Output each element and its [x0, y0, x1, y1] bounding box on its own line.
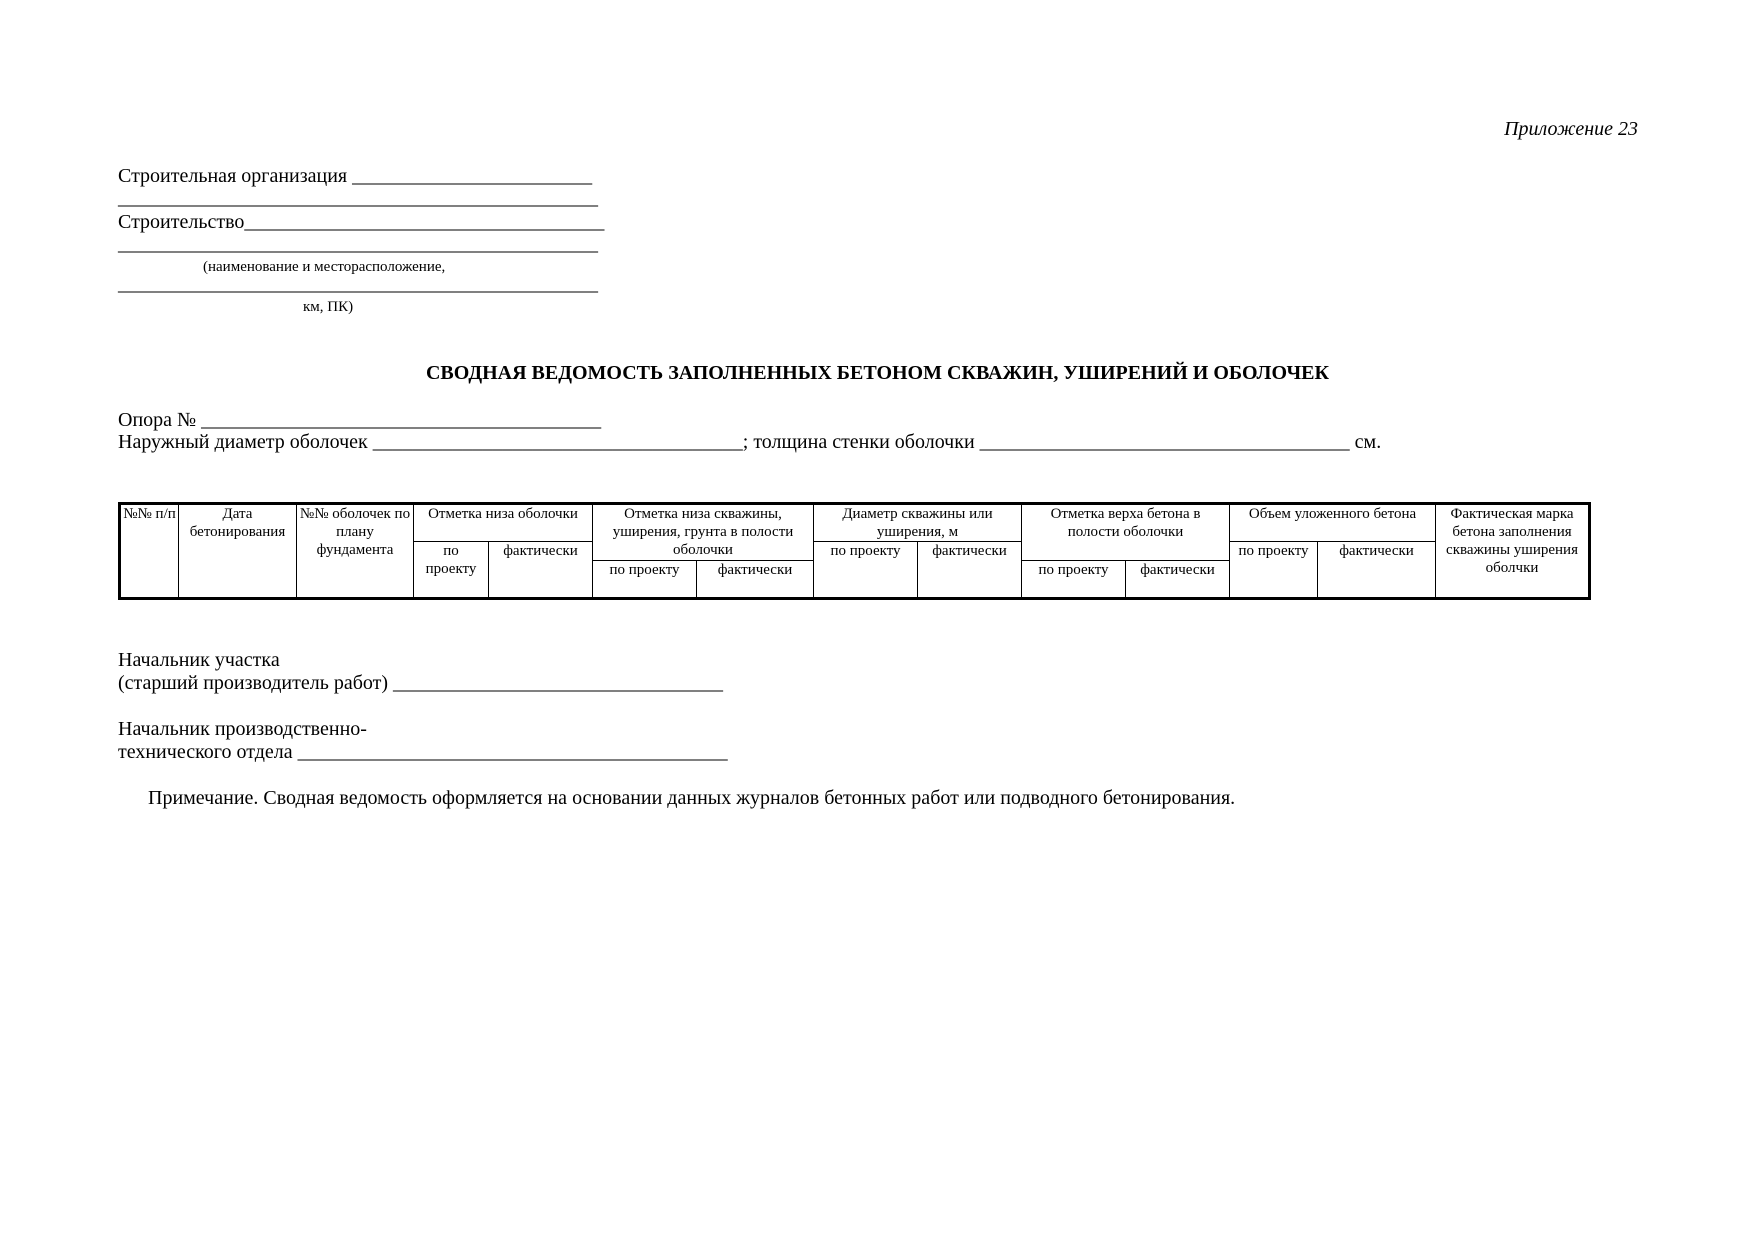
chief-title: Начальник участка [118, 649, 280, 671]
bottom-well-project: по проекту [593, 561, 697, 599]
construction-hint-2: км, ПК) [303, 299, 354, 315]
construction-line: ________________________________________________ [118, 233, 598, 255]
header-date: Дата бетонирования [179, 504, 297, 599]
bottom-shell-project: по проекту [414, 542, 489, 599]
pto-signature: технического отдела ___________________________________________ [118, 741, 728, 763]
volume-project: по проекту [1230, 542, 1318, 599]
bottom-well-actual: фактически [697, 561, 814, 599]
diameter-field: Наружный диаметр оболочек _____________________________________; толщина стенки оболочки _____________________________________ см. [118, 431, 1382, 453]
note-text: Примечание. Сводная ведомость оформляется на основании данных журналов бетонных работ или подводного бетонирования. [148, 787, 1236, 809]
header-grade: Фактическая марка бетона заполнения скважины уширения оболчки [1436, 504, 1590, 599]
construction-hint-1: (наименование и месторасположение, [203, 259, 446, 275]
volume-actual: фактически [1318, 542, 1436, 599]
org-line: ________________________________________________ [118, 187, 598, 209]
header-bottom-shell: Отметка низа оболочки [414, 504, 593, 542]
header-bottom-well: Отметка низа скважины, уширения, грунта в полости оболочки [593, 504, 814, 561]
pto-title: Начальник производственно- [118, 718, 367, 740]
summary-table [118, 502, 1591, 600]
appendix-label: Приложение 23 [1504, 118, 1638, 140]
diameter-project: по проекту [814, 542, 918, 599]
chief-signature: (старший производитель работ) _________________________________ [118, 672, 724, 694]
top-actual: фактически [1126, 561, 1230, 599]
top-project: по проекту [1022, 561, 1126, 599]
header-volume: Объем уложенного бетона [1230, 504, 1436, 542]
header-diameter: Диаметр скважины или уширения, м [814, 504, 1022, 542]
document-title: СВОДНАЯ ВЕДОМОСТЬ ЗАПОЛНЕННЫХ БЕТОНОМ СКВАЖИН, УШИРЕНИЙ И ОБОЛОЧЕК [425, 362, 1330, 384]
header-shell: №№ оболочек по плану фундамента [297, 504, 414, 599]
header-top: Отметка верха бетона в полости оболочки [1022, 504, 1230, 561]
org-field: Строительная организация ________________________ [118, 165, 593, 187]
diameter-actual: фактически [918, 542, 1022, 599]
construction-line-3: ________________________________________________ [118, 273, 598, 295]
bottom-shell-actual: фактически [489, 542, 593, 599]
construction-field: Строительство____________________________________ [118, 211, 605, 233]
support-field: Опора № ________________________________________ [118, 409, 602, 431]
header-num: №№ п/п [120, 504, 179, 599]
